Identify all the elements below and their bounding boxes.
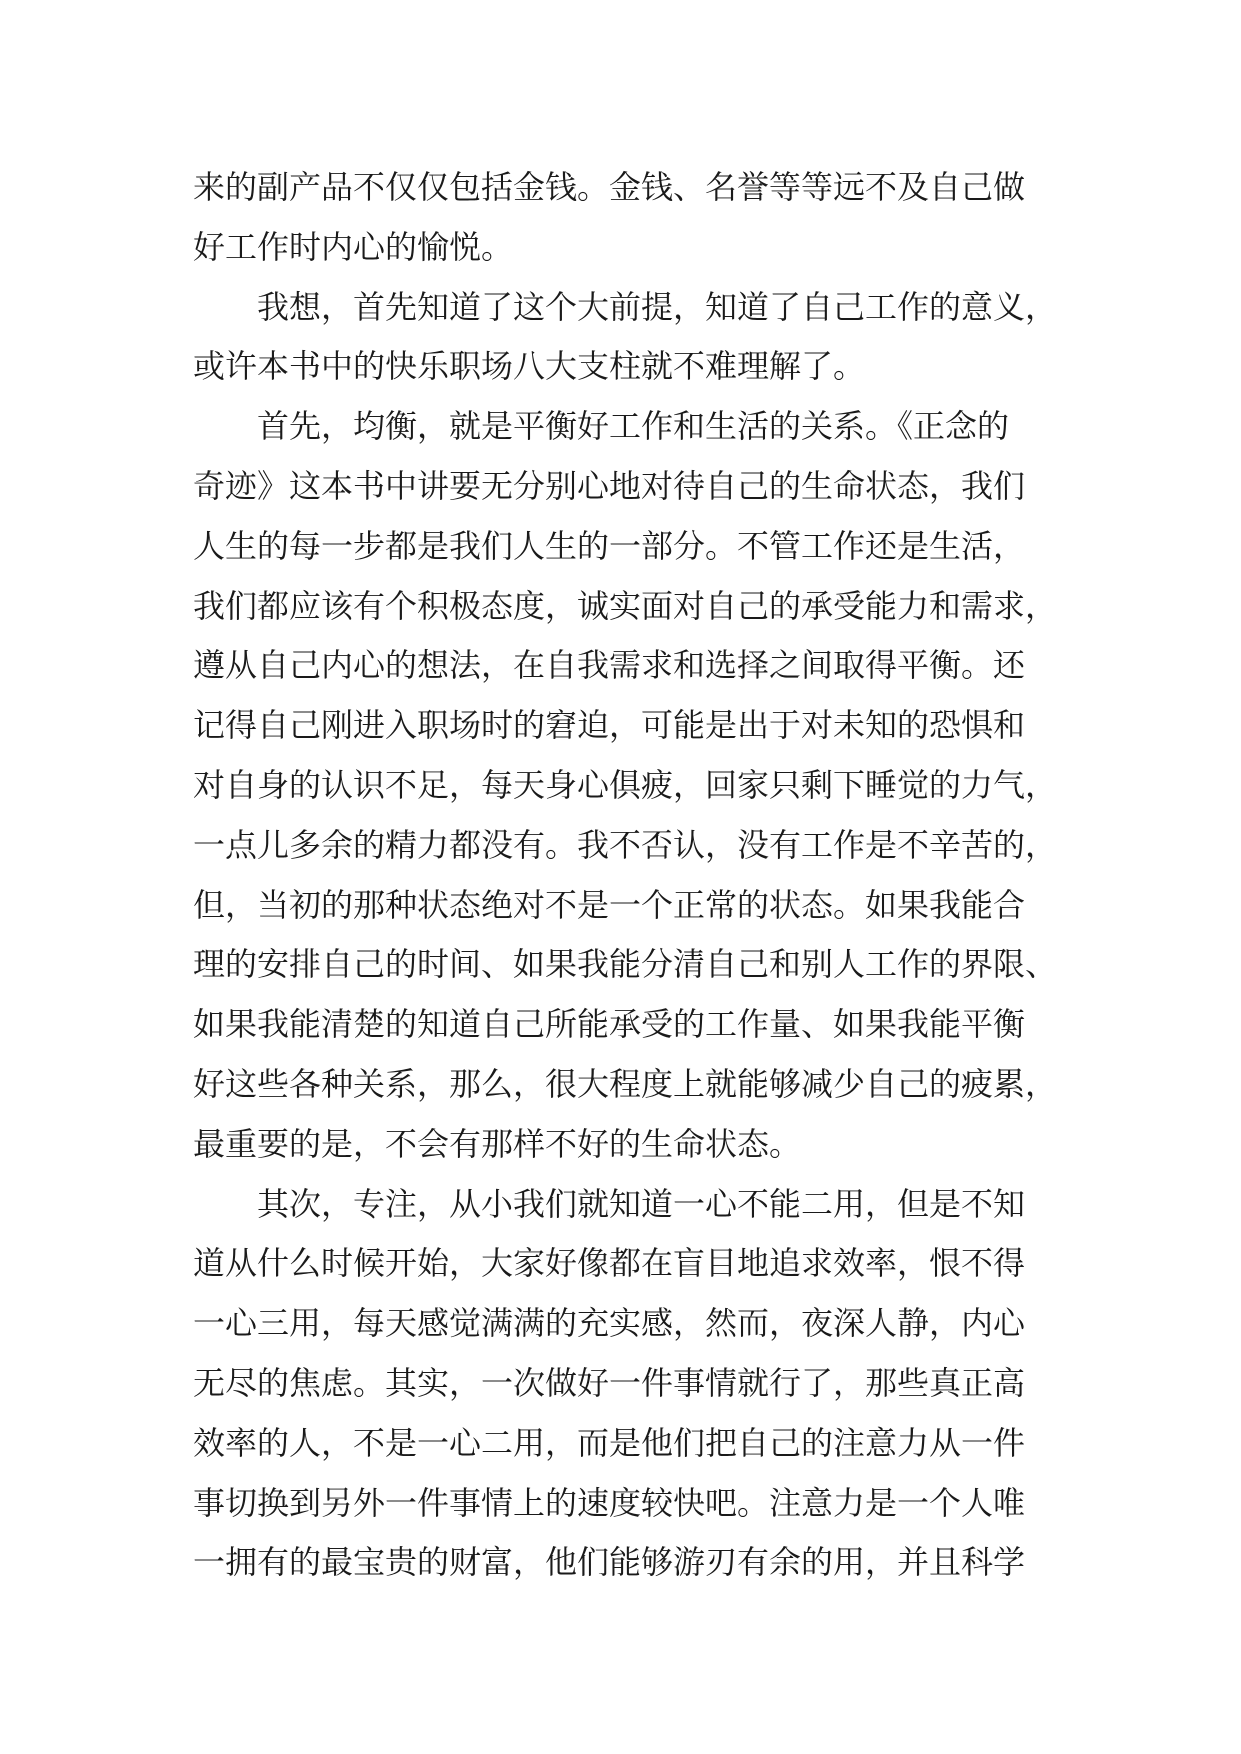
text-line: 一点儿多余的精力都没有。我不否认，没有工作是不辛苦的， [193,825,1058,864]
text-line: 效率的人，不是一心二用，而是他们把自己的注意力从一件 [193,1423,1026,1462]
text-line: 最重要的是，不会有那样不好的生命状态。 [193,1124,802,1163]
text-line: 一拥有的最宝贵的财富，他们能够游刃有余的用，并且科学 [193,1543,1026,1582]
text-line: 人生的每一步都是我们人生的一部分。不管工作还是生活， [193,526,1026,565]
text-line: 对自身的认识不足，每天身心俱疲，回家只剩下睡觉的力气， [193,765,1058,804]
text-line: 来的副产品不仅仅包括金钱。金钱、名誉等等远不及自己做 [193,168,1026,206]
text-line: 奇迹》这本书中讲要无分别心地对待自己的生命状态，我们 [193,466,1026,505]
paragraph-start-line: 首先，均衡，就是平衡好工作和生活的关系。《正念的 [257,407,1010,446]
text-line: 好工作时内心的愉悦。 [193,227,514,266]
text-line: 无尽的焦虑。其实，一次做好一件事情就行了，那些真正高 [193,1363,1026,1402]
text-line: 理的安排自己的时间、如果我能分清自己和别人工作的界限、 [193,945,1058,984]
text-line: 道从什么时候开始，大家好像都在盲目地追求效率，恨不得 [193,1244,1026,1283]
text-line: 我们都应该有个积极态度，诚实面对自己的承受能力和需求， [193,586,1058,625]
text-line: 或许本书中的快乐职场八大支柱就不难理解了。 [193,347,866,386]
paragraph-start-line: 我想，首先知道了这个大前提，知道了自己工作的意义， [257,287,1058,326]
text-line: 好这些各种关系，那么，很大程度上就能够减少自己的疲累， [193,1064,1058,1103]
text-line: 记得自己刚进入职场时的窘迫，可能是出于对未知的恐惧和 [193,706,1026,745]
text-line: 事切换到另外一件事情上的速度较快吧。注意力是一个人唯 [193,1483,1026,1522]
document-body [193,158,1058,1593]
text-line: 如果我能清楚的知道自己所能承受的工作量、如果我能平衡 [193,1005,1026,1044]
paragraph-start-line: 其次，专注，从小我们就知道一心不能二用，但是不知 [257,1184,1026,1223]
text-line: 一心三用，每天感觉满满的充实感，然而，夜深人静，内心 [193,1304,1026,1343]
text-line: 遵从自己内心的想法，在自我需求和选择之间取得平衡。还 [193,646,1026,685]
text-line: 但，当初的那种状态绝对不是一个正常的状态。如果我能合 [193,885,1026,924]
